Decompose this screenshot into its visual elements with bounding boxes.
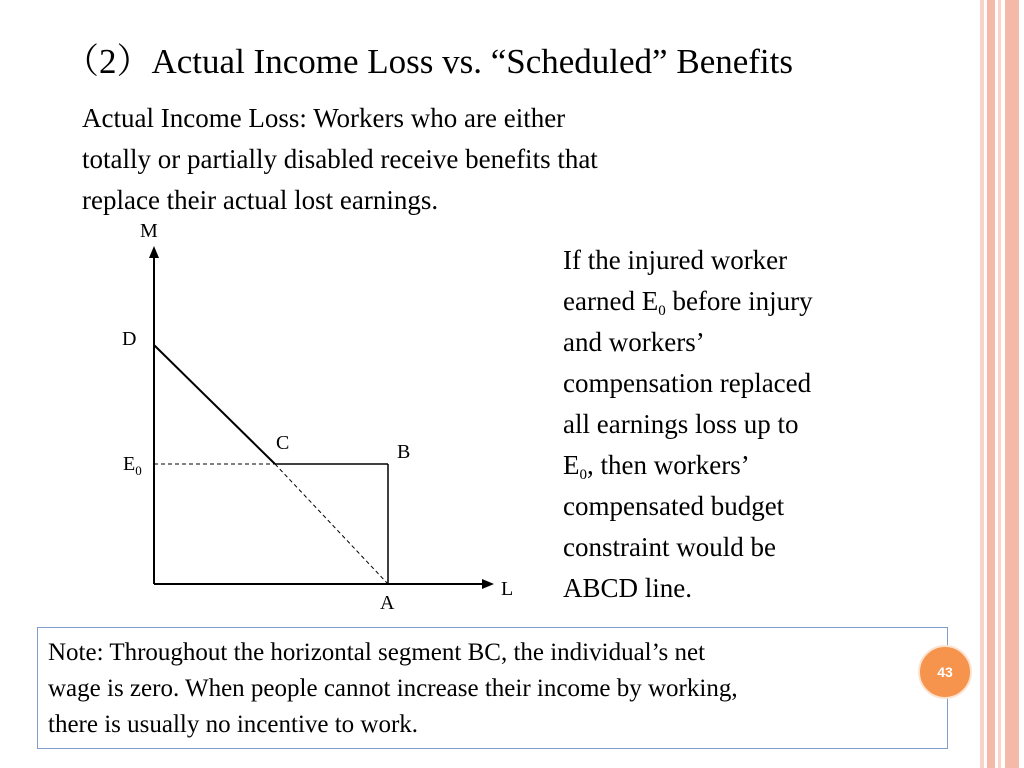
note-line: there is usually no incentive to work. (48, 711, 419, 738)
explanation-line (563, 445, 893, 486)
note-line: Note: Throughout the horizontal segment BC, the individual’s net (48, 639, 706, 666)
budget-constraint-diagram (0, 0, 560, 620)
explanation-line6-post: , then workers’ (587, 450, 750, 480)
page-number-badge: 43 (918, 645, 972, 699)
note-line: wage is zero. When people cannot increase their income by working, (48, 675, 738, 702)
explanation-line2-sub: 0 (658, 303, 666, 319)
x-axis-label: L (501, 578, 514, 600)
y-axis-label: M (140, 220, 158, 242)
decor-stripe-1 (980, 0, 984, 768)
decor-stripe-3 (998, 0, 1001, 768)
segment-ca-dashed (275, 464, 388, 584)
explanation-line: If the injured worker (563, 245, 788, 275)
explanation-text (563, 240, 893, 609)
explanation-line: compensated budget (563, 491, 785, 521)
point-d-label: D (122, 328, 137, 350)
e0-label (123, 453, 142, 478)
intro-line: Actual Income Loss: Workers who are either (82, 103, 566, 133)
explanation-line: all earnings loss up to (563, 409, 799, 439)
point-a-label: A (380, 592, 395, 614)
explanation-line: compensation replaced (563, 368, 812, 398)
e0-label-sub: 0 (135, 463, 142, 478)
slide-title: （2）Actual Income Loss vs. “Scheduled” Benefits (64, 42, 793, 81)
y-axis-arrow (149, 246, 159, 258)
explanation-line2-pre: earned E (563, 286, 659, 316)
explanation-line6-pre: E (563, 450, 580, 480)
explanation-line: ABCD line. (563, 573, 693, 603)
decor-stripe-4 (1005, 0, 1019, 768)
explanation-line: and workers’ (563, 327, 705, 357)
explanation-line2-post: before injury (665, 286, 813, 316)
x-axis-arrow (482, 579, 494, 589)
explanation-line: constraint would be (563, 532, 776, 562)
note-box (37, 627, 948, 749)
explanation-line (563, 281, 893, 322)
explanation-line6-sub: 0 (579, 467, 587, 483)
segment-dc (154, 345, 275, 464)
point-b-label: B (397, 441, 411, 463)
e0-label-main: E (123, 453, 136, 475)
point-c-label: C (276, 432, 290, 454)
intro-line: replace their actual lost earnings. (82, 185, 439, 215)
decor-stripe-2 (987, 0, 995, 768)
intro-line: totally or partially disabled receive benefits that (82, 144, 598, 174)
